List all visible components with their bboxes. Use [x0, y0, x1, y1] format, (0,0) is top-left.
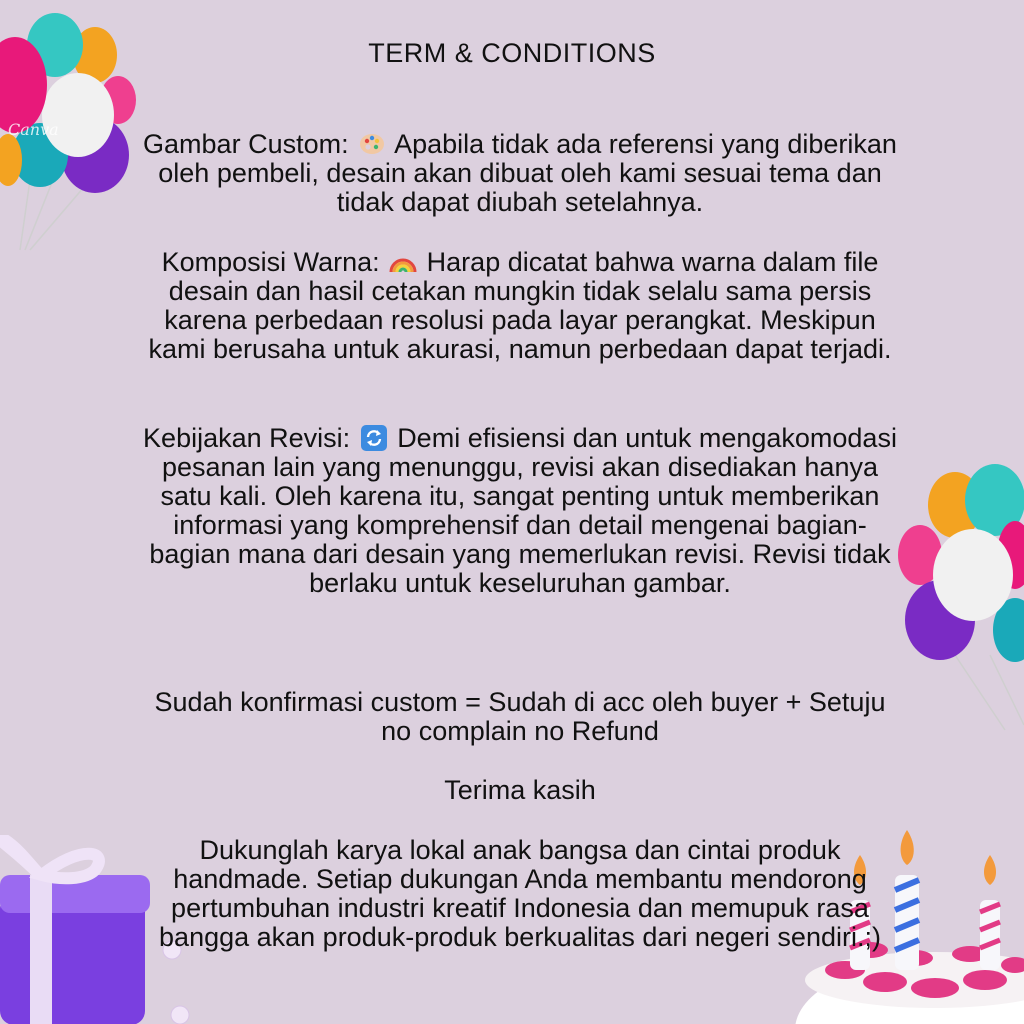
thanks-text: Terima kasih — [444, 775, 596, 805]
page-title: TERM & CONDITIONS — [368, 38, 656, 68]
section-label: Gambar Custom: — [143, 129, 349, 159]
refresh-icon — [360, 424, 388, 452]
section-label: Kebijakan Revisi: — [143, 423, 351, 453]
section-text: Apabila tidak ada referensi yang diberikan oleh pembeli, desain akan dibuat oleh kami sesuai tema dan tidak dapat diubah setelahnya. — [158, 129, 897, 217]
palette-icon — [358, 130, 386, 158]
section-text: Harap dicatat bahwa warna dalam file desain dan hasil cetakan mungkin tidak selalu sama persis karena perbedaan resolusi pada layar perangkat. Meskipun kami berusaha untuk akurasi, namun perbedaan dapat terjadi. — [148, 247, 892, 364]
watermark-text: Canva — [8, 120, 59, 139]
section-text: Demi efisiensi dan untuk mengakomodasi pesanan lain yang menunggu, revisi akan disediakan hanya satu kali. Oleh karena itu, sangat penting untuk memberikan informasi yang komprehensif dan detail mengenai bagian-bagian mana dari desain yang memerlukan revisi. Revisi tidak berlaku untuk keseluruhan gambar. — [149, 423, 897, 598]
section-label: Komposisi Warna: — [161, 247, 380, 277]
section-komposisi-warna — [140, 248, 900, 364]
rainbow-icon — [389, 248, 417, 276]
confirmation-text: Sudah konfirmasi custom = Sudah di acc oleh buyer + Setuju no complain no Refund — [154, 687, 886, 746]
section-kebijakan-revisi — [140, 424, 900, 598]
balloons-right-decoration — [895, 455, 1024, 735]
section-gambar-custom — [140, 130, 900, 217]
closing-text: Dukunglah karya lokal anak bangsa dan cintai produk handmade. Setiap dukungan Anda membantu mendorong pertumbuhan industri kreatif Indonesia dan memupuk rasa bangga akan produk-produk berkualitas dari negeri sendiri.;) — [159, 835, 881, 952]
